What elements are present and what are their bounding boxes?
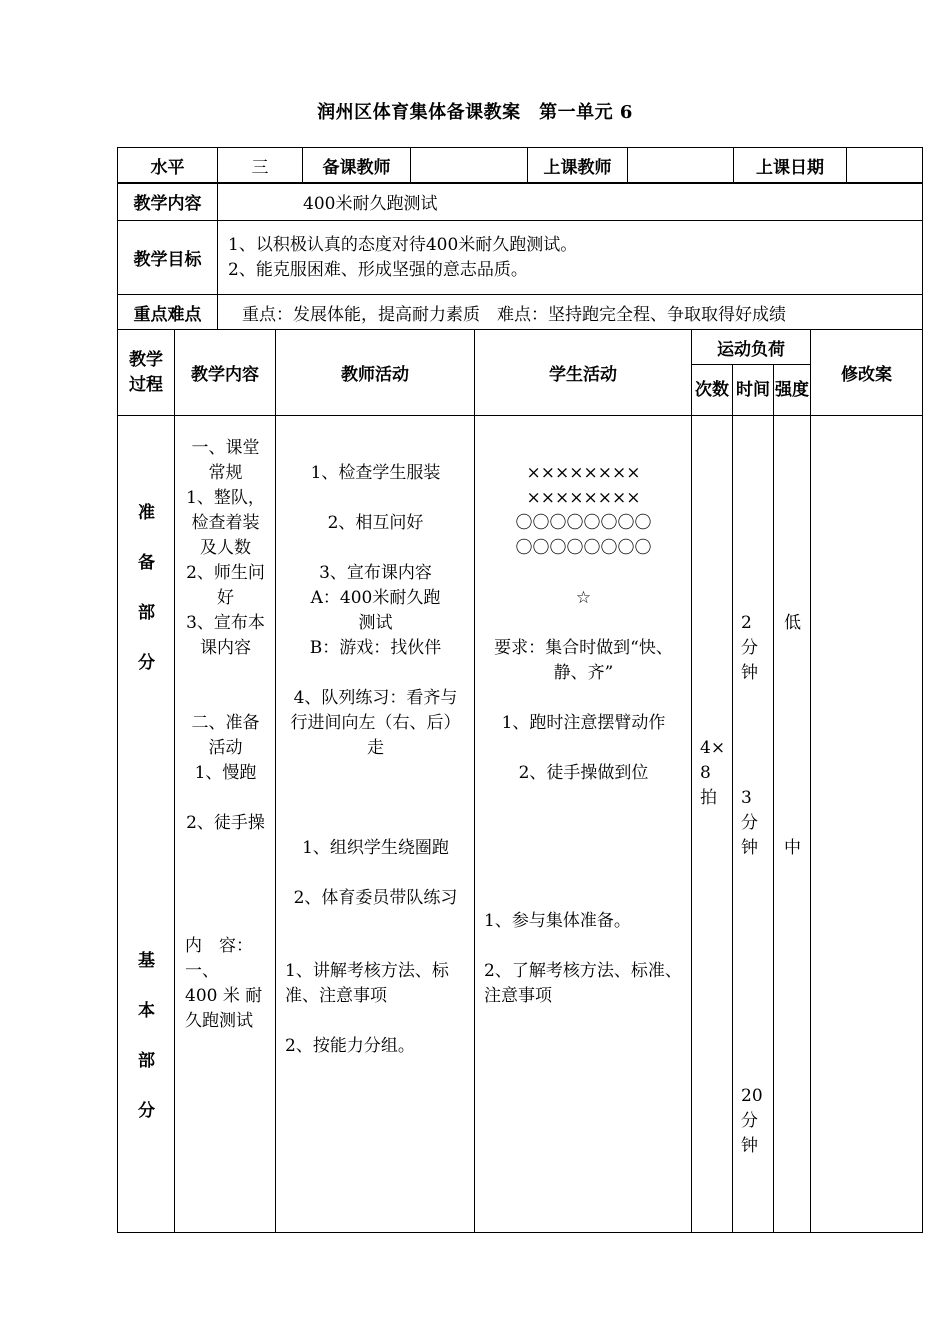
student-activity-line: 注意事项 [484,986,552,1006]
formation-line: ×××××××× [526,463,641,483]
student-cell [475,416,692,1233]
section-char: 部 [138,1051,155,1071]
teacher-activity-line [276,861,475,886]
time-value-drill [741,786,758,861]
time-line: 钟 [741,838,758,858]
prep-section-label [118,488,175,688]
student-activity-line: 1、参与集体准备。 [484,911,631,931]
student-activity-line: 2、了解考核方法、标准、 [484,961,682,981]
load-col-header: 运动负荷 [692,330,811,365]
student-activity-line: 1、跑时注意摆臂动作 [501,713,666,733]
content-line [175,686,276,711]
formation-line: 〇〇〇〇〇〇〇〇 [515,538,652,558]
intensity-col-header: 强度 [774,365,811,416]
content-line: 课内容 [200,638,251,658]
process-body-row [118,416,923,1233]
process-header-row [118,330,923,365]
formation-line: ☆ [575,588,592,608]
content-line: 2、徒手操 [186,813,265,833]
date-label: 上课日期 [734,148,847,184]
teacher-activity-line: 测试 [358,613,393,633]
date-value[interactable] [847,148,923,184]
process-col-label: 教学 过程 [129,349,163,395]
student-activity-line: 2、徒手操做到位 [518,763,649,783]
student-activity-line: 静、齐” [553,663,614,683]
student-activity-line [484,934,689,959]
times-cell [692,416,733,1233]
time-value-basic [741,1084,763,1159]
content-line: 内 容： [185,936,253,956]
time-line: 分 [741,1111,758,1131]
teacher-activity-line [276,761,475,786]
objectives-label: 教学目标 [118,221,218,295]
key-points-value: 重点：发展体能，提高耐力素质 难点：坚持跑完全程、争取取得好成绩 [218,295,923,330]
content-col-header: 教学内容 [175,330,276,416]
section-char: 部 [138,603,155,623]
prep-student-activity [475,636,692,786]
prep-content [175,436,276,836]
content-line: 一、课堂 [191,438,260,458]
content-line: 及人数 [200,538,251,558]
process-table [117,329,923,1233]
teacher-activity-line: 3、宣布课内容 [319,563,432,583]
teacher-activity-line [276,486,475,511]
student-activity-line [475,736,692,761]
teacher-activity-line [276,786,475,811]
content-line: 400 米 耐 [185,986,263,1006]
teacher-activity-line [276,661,475,686]
time-value-warmup [741,611,758,686]
times-line: 4× [700,738,726,758]
teacher-activity-line: 1、讲解考核方法、标 [285,961,449,981]
content-line: 活动 [208,738,243,758]
teacher-activity-line: 走 [367,738,384,758]
class-teacher-label: 上课教师 [528,148,628,184]
header-table [117,147,923,184]
formation-line: 〇〇〇〇〇〇〇〇 [515,513,652,533]
objectives-row [118,221,923,295]
basic-section-label [118,936,175,1136]
teacher-col-header: 教师活动 [276,330,475,416]
times-line: 拍 [700,788,717,808]
intensity-low: 低 [784,613,801,633]
prep-teacher-value[interactable] [411,148,528,184]
content-row [118,183,923,221]
section-char: 备 [138,553,155,573]
content-line: 1、整队， [186,488,265,508]
class-teacher-value[interactable] [628,148,734,184]
teacher-activity-line [276,811,475,836]
intensity-cell [774,416,811,1233]
basic-teacher-activity [285,959,471,1059]
content-line: 一、 [185,961,219,981]
times-col-header: 次数 [692,365,733,416]
content-line: 1、慢跑 [194,763,257,783]
teacher-activity-line: 2、体育委员带队练习 [293,888,458,908]
info-table [117,182,923,330]
key-points-label: 重点难点 [118,295,218,330]
content-line: 检查着装 [191,513,260,533]
content-value: 400米耐久跑测试 [218,183,923,221]
objective-item: 1、以积极认真的态度对待400米耐久跑测试。 [228,234,578,255]
time-line: 3 [741,788,752,808]
header-row [118,148,923,184]
teacher-activity-line: 4、队列练习：看齐与 [293,688,458,708]
student-activity-line: 要求：集合时做到“快、 [494,638,673,658]
teacher-activity-line: 1、检查学生服装 [310,463,441,483]
content-line: 3、宣布本 [186,613,265,633]
teacher-cell [276,416,475,1233]
teacher-activity-line [276,536,475,561]
revision-cell[interactable] [811,416,923,1233]
section-char: 准 [138,503,155,523]
teacher-activity-line: 准、注意事项 [285,986,387,1006]
intensity-mid: 中 [784,838,801,858]
times-value [700,736,725,811]
objectives-list [218,221,923,295]
time-cell [733,416,774,1233]
time-col-header: 时间 [733,365,774,416]
prep-teacher-activity [276,461,475,911]
teacher-activity-line: 2、相互问好 [327,513,424,533]
times-line: 8 [700,763,711,783]
process-col-header [118,330,175,416]
student-col-header: 学生活动 [475,330,692,416]
objective-item: 2、能克服困难、形成坚强的意志品质。 [228,259,528,280]
student-activity-line [475,686,692,711]
time-line: 20 [741,1086,763,1106]
section-char: 本 [138,1001,155,1021]
teacher-activity-line: 2、按能力分组。 [285,1036,415,1056]
time-line: 钟 [741,663,758,683]
formation-line [475,561,692,586]
content-label: 教学内容 [118,183,218,221]
basic-student-activity [484,909,689,1009]
level-value: 三 [218,148,303,184]
time-line: 钟 [741,1136,758,1156]
page-title: 润州区体育集体备课教案 第一单元 6 [317,102,633,123]
section-char: 分 [138,1101,155,1121]
content-line: 好 [217,588,234,608]
content-line: 久跑测试 [185,1011,253,1031]
content-line: 二、准备 [191,713,260,733]
key-points-row [118,295,923,330]
time-line: 分 [741,813,758,833]
level-label: 水平 [118,148,218,184]
prep-teacher-label: 备课教师 [303,148,411,184]
teacher-activity-line: A：400米耐久跑 [310,588,441,608]
section-char: 基 [138,951,155,971]
content-line [175,661,276,686]
content-line: 常规 [208,463,243,483]
teacher-activity-line: 行进间向左（右、后） [290,713,461,733]
content-line [175,786,276,811]
formation-diagram [475,461,692,611]
content-line: 2、师生问 [186,563,265,583]
section-char: 分 [138,653,155,673]
formation-line: ×××××××× [526,488,641,508]
time-line: 2 [741,613,752,633]
teacher-activity-line [285,1009,471,1034]
time-line: 分 [741,638,758,658]
teacher-activity-line: 1、组织学生绕圈跑 [302,838,449,858]
content-cell [175,416,276,1233]
basic-content [185,934,270,1034]
section-cell [118,416,175,1233]
revision-col-header: 修改案 [811,330,923,416]
teacher-activity-line: B：游戏：找伙伴 [309,638,442,658]
